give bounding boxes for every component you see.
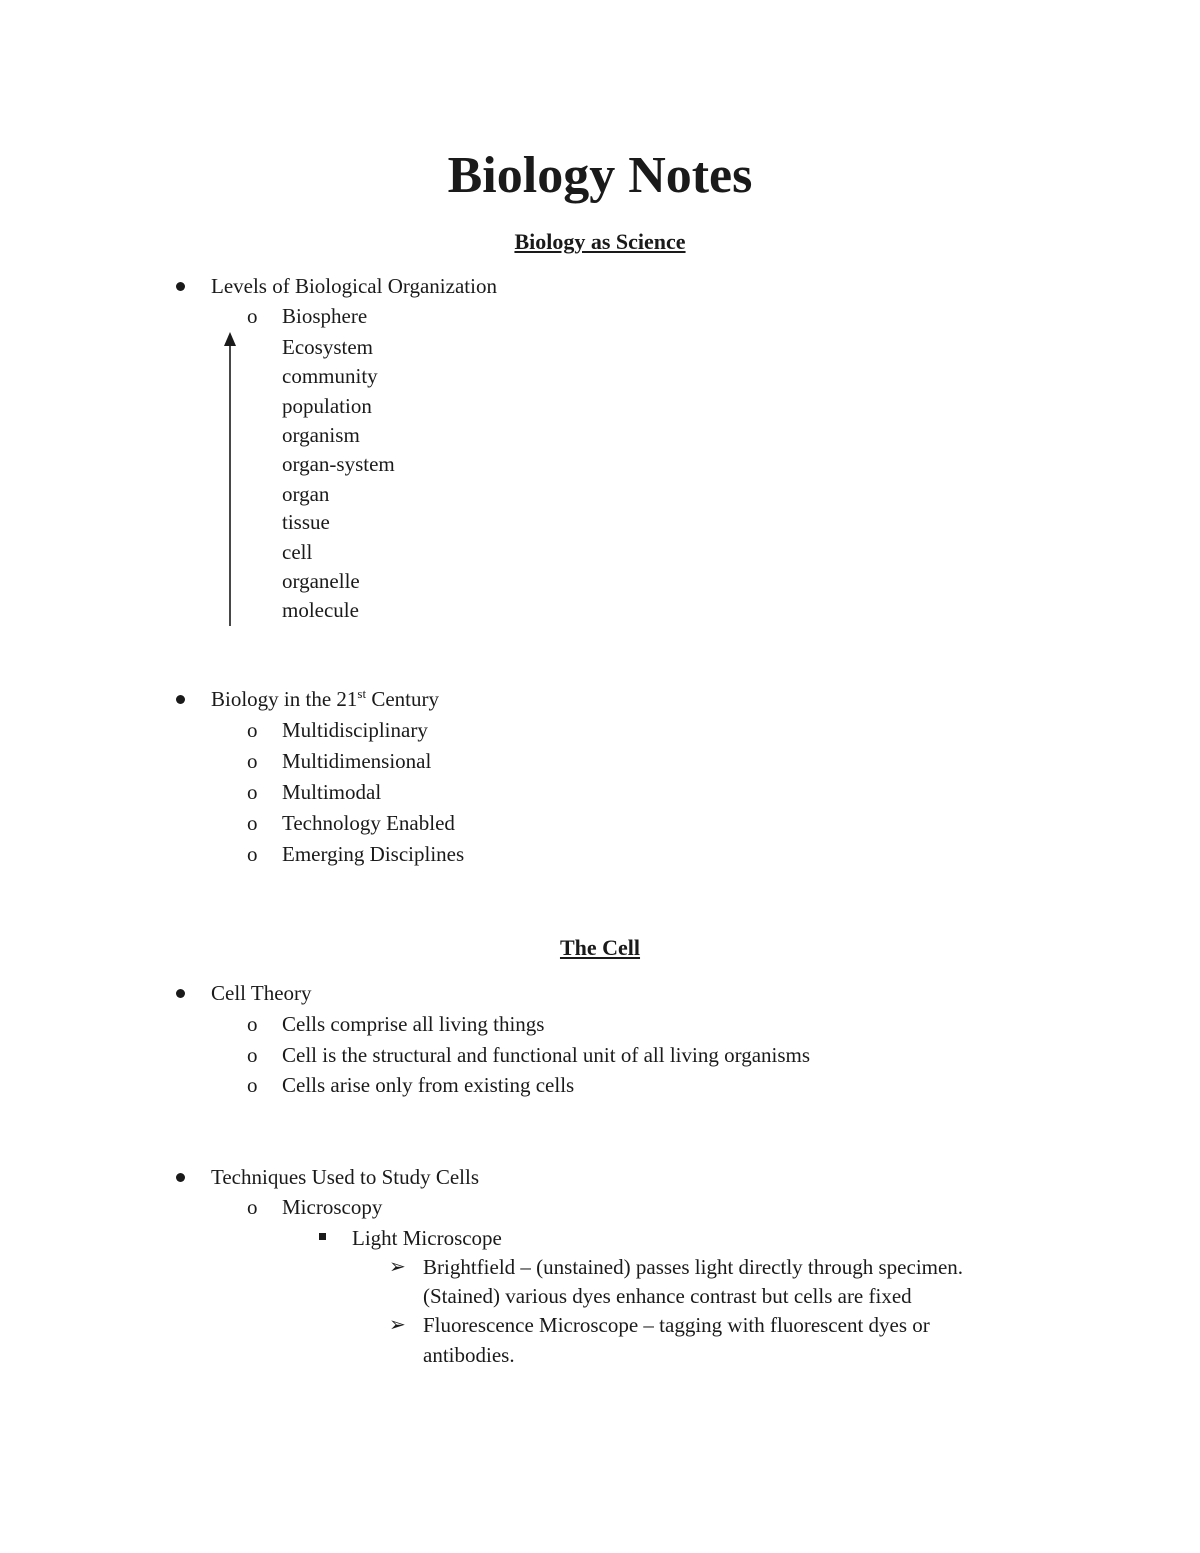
list-item-cell-theory: Cell Theory bbox=[211, 981, 312, 1005]
level-item: organ bbox=[282, 482, 330, 506]
circle-bullet-icon: o bbox=[247, 304, 258, 328]
techniques-subsub-item: Light Microscope bbox=[352, 1226, 502, 1250]
circle-bullet-icon: o bbox=[247, 811, 258, 835]
century-item: Multimodal bbox=[282, 780, 382, 804]
cell-theory-item: Cells arise only from existing cells bbox=[282, 1073, 575, 1097]
microscope-item-line: Brightfield – (unstained) passes light directly through specimen. bbox=[423, 1255, 964, 1279]
list-item-levels: Levels of Biological Organization bbox=[211, 274, 497, 298]
circle-bullet-icon: o bbox=[247, 1012, 258, 1036]
cell-theory-item: Cells comprise all living things bbox=[282, 1012, 545, 1036]
techniques-sub-item: Microscopy bbox=[282, 1195, 383, 1219]
circle-bullet-icon: o bbox=[247, 1043, 258, 1067]
level-item: organ-system bbox=[282, 452, 395, 476]
bullet-icon bbox=[176, 1173, 185, 1182]
level-item: cell bbox=[282, 540, 313, 564]
microscope-item-line: (Stained) various dyes enhance contrast but cells are fixed bbox=[423, 1284, 912, 1308]
level-item: organelle bbox=[282, 569, 360, 593]
section-heading-biology-as-science: Biology as Science bbox=[514, 229, 686, 254]
bullet-icon bbox=[176, 695, 185, 704]
circle-bullet-icon: o bbox=[247, 1073, 258, 1097]
century-item: Multidisciplinary bbox=[282, 718, 428, 742]
century-item: Technology Enabled bbox=[282, 811, 455, 835]
arrowhead-bullet-icon: ➢ bbox=[389, 1314, 406, 1336]
level-item: Ecosystem bbox=[282, 335, 373, 359]
list-item-techniques: Techniques Used to Study Cells bbox=[211, 1165, 480, 1189]
level-item: tissue bbox=[282, 510, 330, 534]
circle-bullet-icon: o bbox=[247, 780, 258, 804]
list-item-biosphere: Biosphere bbox=[282, 304, 368, 328]
square-bullet-icon bbox=[319, 1233, 326, 1240]
microscope-item-line: Fluorescence Microscope – tagging with fluorescent dyes or bbox=[423, 1313, 930, 1337]
level-item: population bbox=[282, 394, 372, 418]
century-item: Emerging Disciplines bbox=[282, 842, 465, 866]
bullet-icon bbox=[176, 989, 185, 998]
circle-bullet-icon: o bbox=[247, 718, 258, 742]
cell-theory-item: Cell is the structural and functional unit of all living organisms bbox=[282, 1043, 811, 1067]
section-heading-the-cell: The Cell bbox=[559, 935, 641, 960]
circle-bullet-icon: o bbox=[247, 1195, 258, 1219]
list-item-century: Biology in the 21st Century bbox=[211, 686, 439, 711]
level-item: molecule bbox=[282, 598, 359, 622]
level-item: organism bbox=[282, 423, 360, 447]
microscope-item-line: antibodies. bbox=[423, 1343, 515, 1367]
circle-bullet-icon: o bbox=[247, 749, 258, 773]
page-title: Biology Notes bbox=[447, 147, 753, 204]
bullet-icon bbox=[176, 282, 185, 291]
circle-bullet-icon: o bbox=[247, 842, 258, 866]
century-item: Multidimensional bbox=[282, 749, 432, 773]
level-item: community bbox=[282, 364, 378, 388]
up-arrow-icon bbox=[220, 330, 240, 630]
arrowhead-bullet-icon: ➢ bbox=[389, 1256, 406, 1278]
